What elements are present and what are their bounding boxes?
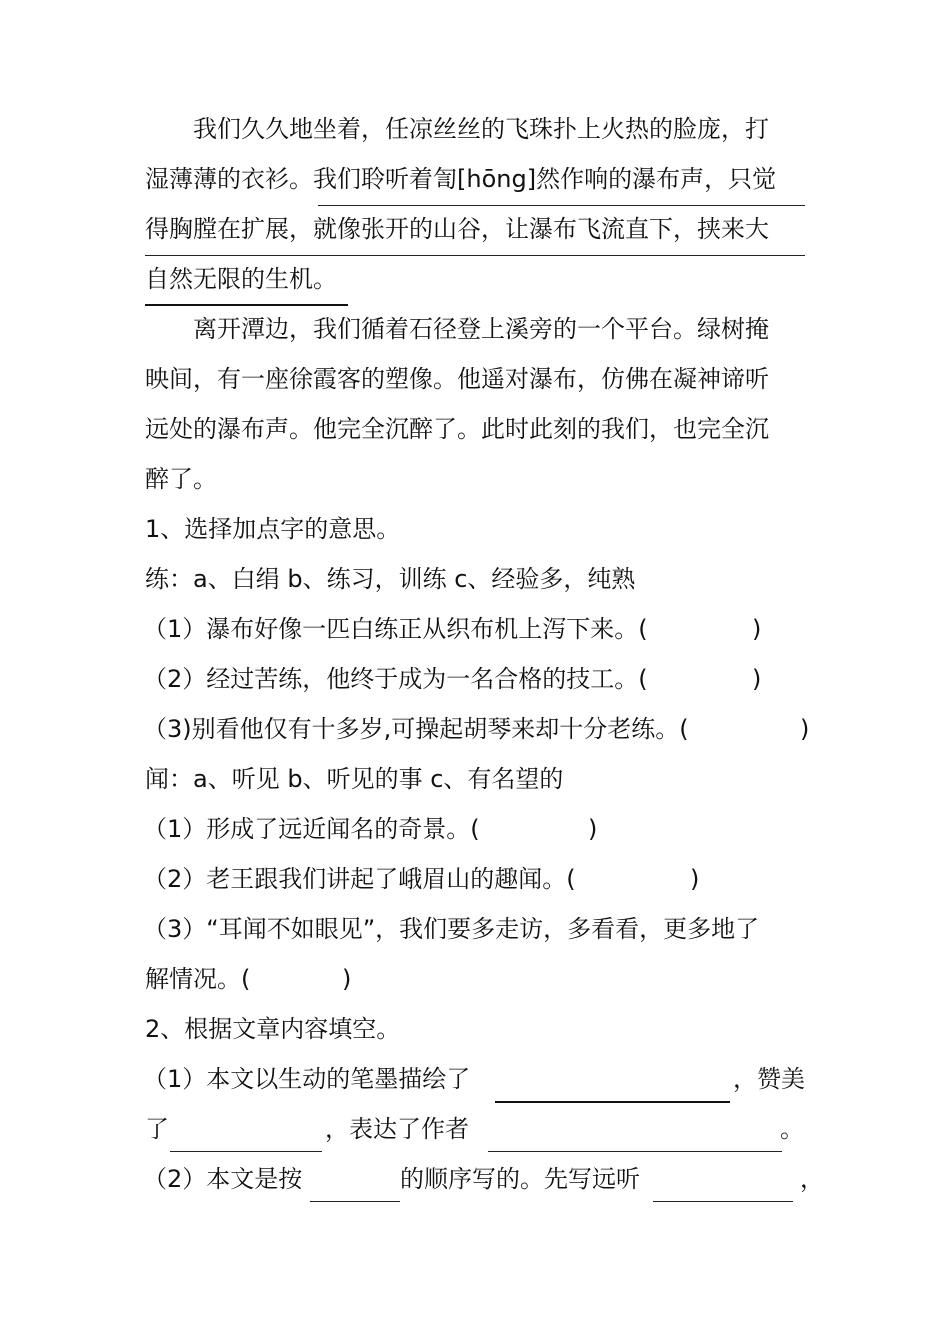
question-item: （2）本文是按 (143, 1165, 303, 1193)
close-paren: ) (752, 665, 762, 693)
answer-blank[interactable] (653, 1201, 793, 1202)
question-title: 2、根据文章内容填空。 (145, 1015, 401, 1043)
answer-blank[interactable] (310, 1201, 400, 1202)
close-paren: ) (800, 715, 810, 743)
passage-line: 我们久久地坐着，任凉丝丝的飞珠扑上火热的脸庞，打 (193, 115, 769, 143)
question-text: 了 (145, 1115, 169, 1143)
underline (145, 304, 348, 306)
underline (318, 205, 805, 206)
question-item: （1）形成了远近闻名的奇景。( (143, 815, 480, 843)
question-title: 1、选择加点字的意思。 (145, 515, 401, 543)
answer-blank[interactable] (495, 1101, 730, 1103)
underline (145, 255, 805, 256)
question-item: （1）本文以生动的笔墨描绘了 (143, 1065, 471, 1093)
answer-blank[interactable] (170, 1151, 322, 1152)
passage-line: 远处的瀑布声。他完全沉醉了。此时此刻的我们，也完全沉 (145, 415, 769, 443)
question-text: ，赞美 (733, 1065, 805, 1093)
passage-line: 得胸膛在扩展，就像张开的山谷，让瀑布飞流直下，挟来大 (145, 215, 769, 243)
question-item: （1）瀑布好像一匹白练正从织布机上泻下来。( (143, 615, 648, 643)
close-paren: ) (342, 965, 352, 993)
question-text: 。 (780, 1115, 804, 1143)
question-item: （2）经过苦练，他终于成为一名合格的技工。( (143, 665, 648, 693)
question-item: 解情况。( (145, 965, 251, 993)
question-text: 的顺序写的。先写远听 (400, 1165, 640, 1193)
close-paren: ) (752, 615, 762, 643)
definition-line: 闻：a、听见 b、听见的事 c、有名望的 (145, 765, 564, 793)
close-paren: ) (690, 865, 700, 893)
question-text: ， (800, 1165, 824, 1193)
passage-line: 映间，有一座徐霞客的塑像。他遥对瀑布，仿佛在凝神谛听 (145, 365, 769, 393)
passage-line: 离开潭边，我们循着石径登上溪旁的一个平台。绿树掩 (193, 315, 769, 343)
question-text: ，表达了作者 (325, 1115, 469, 1143)
question-item: （3)别看他仅有十多岁,可操起胡琴来却十分老练。( (143, 715, 689, 743)
close-paren: ) (588, 815, 598, 843)
question-item: （3）“耳闻不如眼见”，我们要多走访，多看看，更多地了 (143, 915, 760, 943)
passage-line: 醉了。 (145, 465, 217, 493)
passage-line: 自然无限的生机。 (145, 265, 337, 293)
question-item: （2）老王跟我们讲起了峨眉山的趣闻。( (143, 865, 576, 893)
definition-line: 练：a、白绢 b、练习，训练 c、经验多，纯熟 (145, 565, 636, 593)
answer-blank[interactable] (488, 1151, 782, 1152)
passage-line: 湿薄薄的衣衫。我们聆听着訇[hōng]然作响的瀑布声，只觉 (145, 165, 777, 193)
